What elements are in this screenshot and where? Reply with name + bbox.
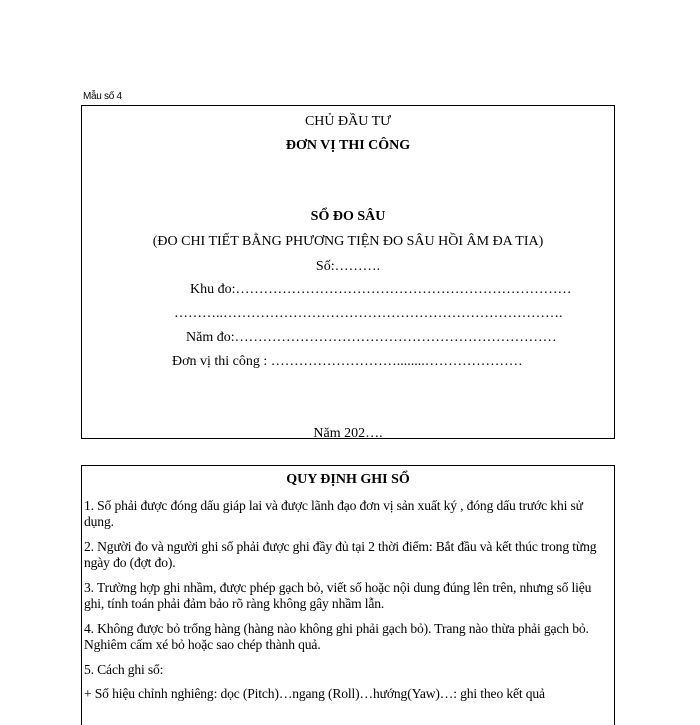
rule-item: 2. Người đo và người ghi sổ phải được ghi đầy đủ tại 2 thời điểm: Bắt đầu và kết thúc trong từng ngày đo (đợt đo).	[84, 539, 597, 570]
form-number-label: Mẫu số 4	[83, 91, 122, 102]
rules-title: QUY ĐỊNH GHI SỔ	[286, 472, 410, 487]
book-title: SỔ ĐO SÂU	[310, 209, 386, 224]
book-number: Số:……….	[315, 259, 381, 274]
book-subtitle: (ĐO CHI TIẾT BẰNG PHƯƠNG TIỆN ĐO SÂU HỒI ÂM ĐA TIA)	[152, 234, 544, 249]
rule-item: 5. Cách ghi sổ:	[84, 662, 164, 677]
cover-year-footer: Năm 202….	[313, 426, 383, 441]
rule-item: 1. Sổ phải được đóng dấu giáp lai và được lãnh đạo đơn vị sản xuất ký , đóng dấu trước khi sử dụng.	[84, 498, 583, 529]
investor-heading: CHỦ ĐẦU TƯ	[304, 114, 392, 129]
survey-area-continuation: ………..……………………………………………………………….	[174, 306, 563, 321]
rule-item: 3. Trường hợp ghi nhầm, được phép gạch bỏ, viết số hoặc nội dung đúng lên trên, nhưng số liệu ghi, tính toán phải đảm bảo rõ ràng không gây nhầm lẫn.	[84, 580, 592, 611]
contractor-heading: ĐƠN VỊ THI CÔNG	[285, 138, 411, 153]
rule-item: + Số hiệu chỉnh nghiêng: dọc (Pitch)…ngang (Roll)…hướng(Yaw)…: ghi theo kết quả	[84, 686, 545, 701]
survey-area-field: Khu đo:………………………………………………………………	[190, 282, 572, 297]
survey-year-field: Năm đo:……………………………………………………………	[186, 330, 557, 345]
contractor-unit-field: Đơn vị thi công : ………………………........…………………	[172, 354, 523, 369]
rule-item: 4. Không được bỏ trống hàng (hàng nào không ghi phải gạch bỏ). Trang nào thừa phải gạch bỏ. Nghiêm cấm xé bỏ hoặc sao chép thành quả.	[84, 621, 589, 652]
rules-box	[81, 465, 615, 725]
cover-box	[81, 105, 615, 439]
